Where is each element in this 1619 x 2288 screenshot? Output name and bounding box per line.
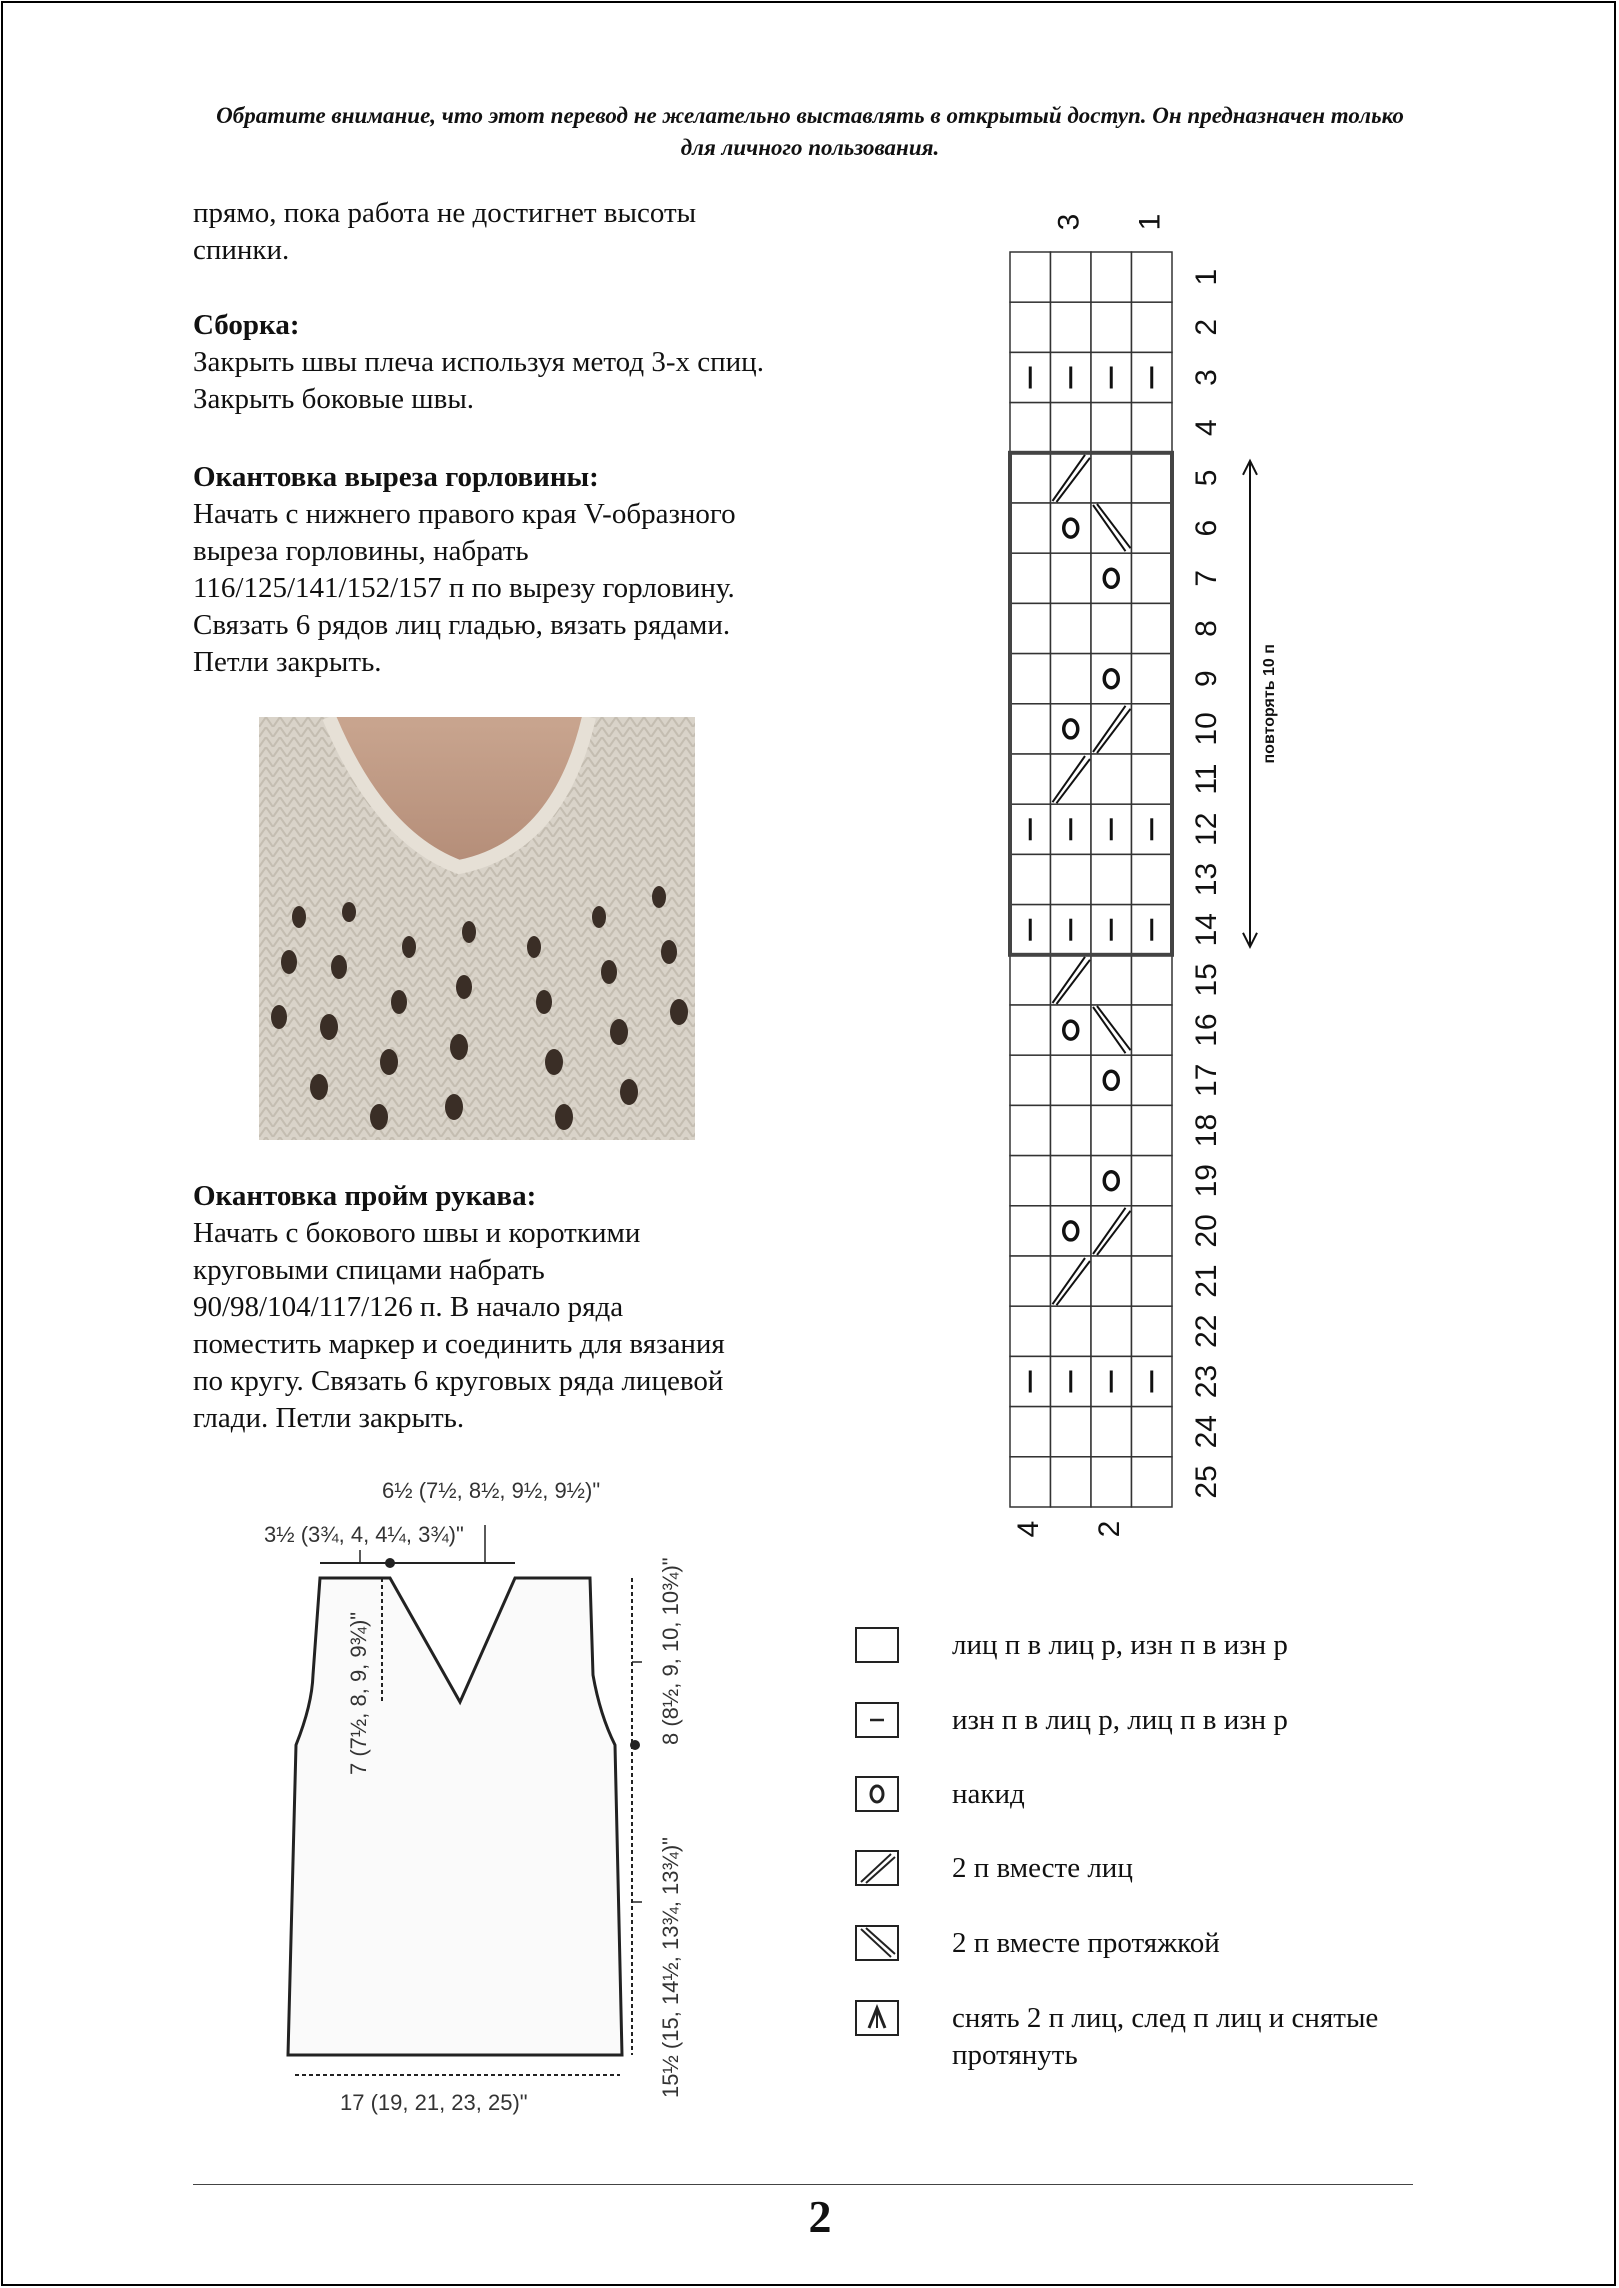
chart-cell [1091,1457,1132,1507]
schematic-neck-depth: 7 (7½, 8, 9, 9¾)" [346,1611,371,1775]
chart-cell [1091,553,1132,603]
chart-cell [1010,1055,1051,1105]
chart-cell [1051,553,1092,603]
chart-cell [1091,1407,1132,1457]
chart-cell [1091,654,1132,704]
chart-cell [1051,654,1092,704]
chart-cell [1132,1206,1173,1256]
neckband-section [193,459,793,681]
column-label-bottom: 4 [1012,1520,1046,1538]
chart-cell [1132,603,1173,653]
row-label: 16 [1189,1013,1223,1047]
chart-cell [1010,252,1051,302]
chart-cell [1091,955,1132,1005]
row-label: 6 [1189,519,1223,537]
ssk-icon [855,1925,899,1961]
chart-cell [1132,553,1173,603]
row-label: 3 [1189,369,1223,386]
chart-cell [1010,503,1051,553]
chart-cell [1132,704,1173,754]
armhole-body: Начать с бокового швы и короткими круговыми спицами набрать 90/98/104/117/126 п. В начало ряда поместить маркер и соединить для вязания по кругу. Связать 6 круговых ряда лицевой глади. Петли закрыть. [193,1217,725,1434]
row-label: 23 [1189,1364,1223,1399]
knit-photo-illustration [259,717,695,1140]
chart-cell [1091,403,1132,453]
chart-cell [1091,252,1132,302]
chart-cell [1051,854,1092,904]
chart-cell [1091,1055,1132,1105]
chart-cell [1132,754,1173,804]
intro-paragraph: прямо, пока работа не достигнет высоты спинки. [193,197,697,266]
chart-cell [1051,252,1092,302]
chart-cell [1010,603,1051,653]
purl-icon [855,1702,899,1738]
chart-cell [1132,1256,1173,1306]
row-label: 1 [1189,268,1223,286]
chart-cell [1010,955,1051,1005]
chart-cell [1051,1156,1092,1206]
chart-cell [1010,654,1051,704]
repeat-label: повторять 10 п [1261,644,1279,764]
chart-cell [1132,302,1173,352]
chart-cell [1010,403,1051,453]
intro-text-block [193,195,793,269]
schematic-side-length: 15½ (15, 14½, 13¾, 13¾)" [658,1837,683,2098]
row-label: 14 [1189,913,1223,947]
assembly-section [193,307,793,418]
chart-cell [1091,1306,1132,1356]
row-label: 13 [1189,862,1223,897]
legend-row-purl [855,1702,1415,1742]
knitting-chart [960,200,1320,1560]
legend-row-k2tog [855,1850,1415,1890]
row-label: 10 [1189,712,1223,746]
legend-row-ssk [855,1925,1415,1965]
blank-icon [855,1627,899,1663]
legend-row-blank [855,1627,1415,1667]
chart-cell [1132,955,1173,1005]
yarn-over-icon [855,1776,899,1812]
schematic-drawing [250,1470,710,2120]
row-label: 12 [1189,812,1223,846]
row-label: 22 [1189,1314,1223,1348]
chart-cell [1010,1256,1051,1306]
chart-cell [1091,854,1132,904]
legend-label: изн п в лиц р, лиц п в изн р [952,1704,1288,1736]
chart-cell [1010,1306,1051,1356]
legend-label: 2 п вместе протяжкой [952,1927,1220,1959]
chart-cell [1132,252,1173,302]
row-label: 8 [1189,620,1223,637]
chart-cell [1051,1005,1092,1055]
chart-cell [1132,1055,1173,1105]
row-label: 18 [1189,1113,1223,1148]
page-number: 2 [808,2191,832,2242]
armhole-section [193,1178,793,1437]
armhole-heading: Окантовка пройм рукава: [193,1180,537,1212]
row-label: 2 [1189,318,1223,336]
chart-cell [1051,1407,1092,1457]
row-label: 11 [1189,763,1223,795]
row-label: 20 [1189,1214,1223,1248]
row-label: 9 [1189,670,1223,688]
chart-cell [1132,1407,1173,1457]
column-label-top: 3 [1052,213,1086,231]
row-label: 25 [1189,1465,1223,1499]
column-label-bottom: 2 [1093,1520,1127,1538]
vest-schematic [250,1470,710,2120]
chart-cell [1010,704,1051,754]
schematic-shoulder: 3½ (3¾, 4, 4¼, 3¾)" [264,1522,464,1547]
schematic-armhole: 8 (8½, 9, 10, 10¾)" [658,1557,683,1745]
legend-row-yarn-over [855,1776,1415,1816]
row-label: 15 [1189,963,1223,997]
chart-grid [960,200,1320,1560]
chart-cell [1132,453,1173,503]
chart-cell [1132,654,1173,704]
chart-cell [1051,603,1092,653]
row-label: 19 [1189,1164,1223,1198]
row-label: 7 [1189,569,1223,587]
row-label: 17 [1189,1063,1223,1097]
legend-label: лиц п в лиц р, изн п в изн р [952,1629,1288,1661]
chart-cell [1132,1005,1173,1055]
neckband-heading: Окантовка выреза горловины: [193,461,599,493]
chart-cell [1051,1105,1092,1155]
chart-cell [1091,1105,1132,1155]
chart-cell [1051,704,1092,754]
chart-cell [1051,1206,1092,1256]
chart-cell [1010,1206,1051,1256]
chart-cell [1132,1306,1173,1356]
schematic-bottom-width: 17 (19, 21, 23, 25)" [340,2090,528,2115]
row-label: 21 [1189,1264,1223,1298]
legend-label: 2 п вместе лиц [952,1852,1133,1884]
notice-banner: Обратите внимание, что этот перевод не желательно выставлять в открытый доступ. Он предназначен только для личного пользования. [216,103,1404,160]
chart-cell [1091,1256,1132,1306]
chart-cell [1010,854,1051,904]
chart-cell [1051,1055,1092,1105]
chart-cell [1132,1156,1173,1206]
footer-rule [193,2184,1413,2185]
row-label: 24 [1189,1415,1223,1449]
column-label-top: 1 [1133,213,1167,231]
row-label: 4 [1189,419,1223,437]
legend-label: снять 2 п лиц, след п лиц и снятые протянуть [952,2002,1379,2071]
chart-cell [1091,603,1132,653]
chart-cell [1091,1156,1132,1206]
chart-cell [1010,1407,1051,1457]
chart-cell [1132,1457,1173,1507]
chart-cell [1091,754,1132,804]
chart-cell [1051,403,1092,453]
chart-cell [1051,1306,1092,1356]
legend-row-double-decrease [855,2000,1415,2080]
chart-cell [1010,302,1051,352]
chart-cell [1091,453,1132,503]
chart-cell [1010,1457,1051,1507]
chart-cell [1051,503,1092,553]
chart-cell [1010,1156,1051,1206]
chart-cell [1010,453,1051,503]
row-label: 5 [1189,469,1223,487]
chart-cell [1132,503,1173,553]
chart-cell [1132,403,1173,453]
legend-label: накид [952,1778,1025,1810]
chart-cell [1132,1105,1173,1155]
neckband-body: Начать с нижнего правого края V-образного выреза горловины, набрать 116/125/141/152/157 п по вырезу горловину. Связать 6 рядов лиц гладью, вязать рядами. Петли закрыть. [193,498,736,678]
schematic-top-width: 6½ (7½, 8½, 9½, 9½)" [382,1478,601,1503]
chart-cell [1132,854,1173,904]
chart-cell [1010,1005,1051,1055]
chart-cell [1091,302,1132,352]
chart-cell [1010,1105,1051,1155]
k2tog-icon [855,1850,899,1886]
chart-cell [1010,754,1051,804]
assembly-body: Закрыть швы плеча используя метод 3-х спиц. Закрыть боковые швы. [193,346,764,415]
chart-cell [1010,553,1051,603]
assembly-heading: Сборка: [193,309,300,341]
double-decrease-icon [855,2000,899,2036]
chart-cell [1051,302,1092,352]
chart-cell [1051,1457,1092,1507]
knit-sample-photo [259,717,695,1140]
